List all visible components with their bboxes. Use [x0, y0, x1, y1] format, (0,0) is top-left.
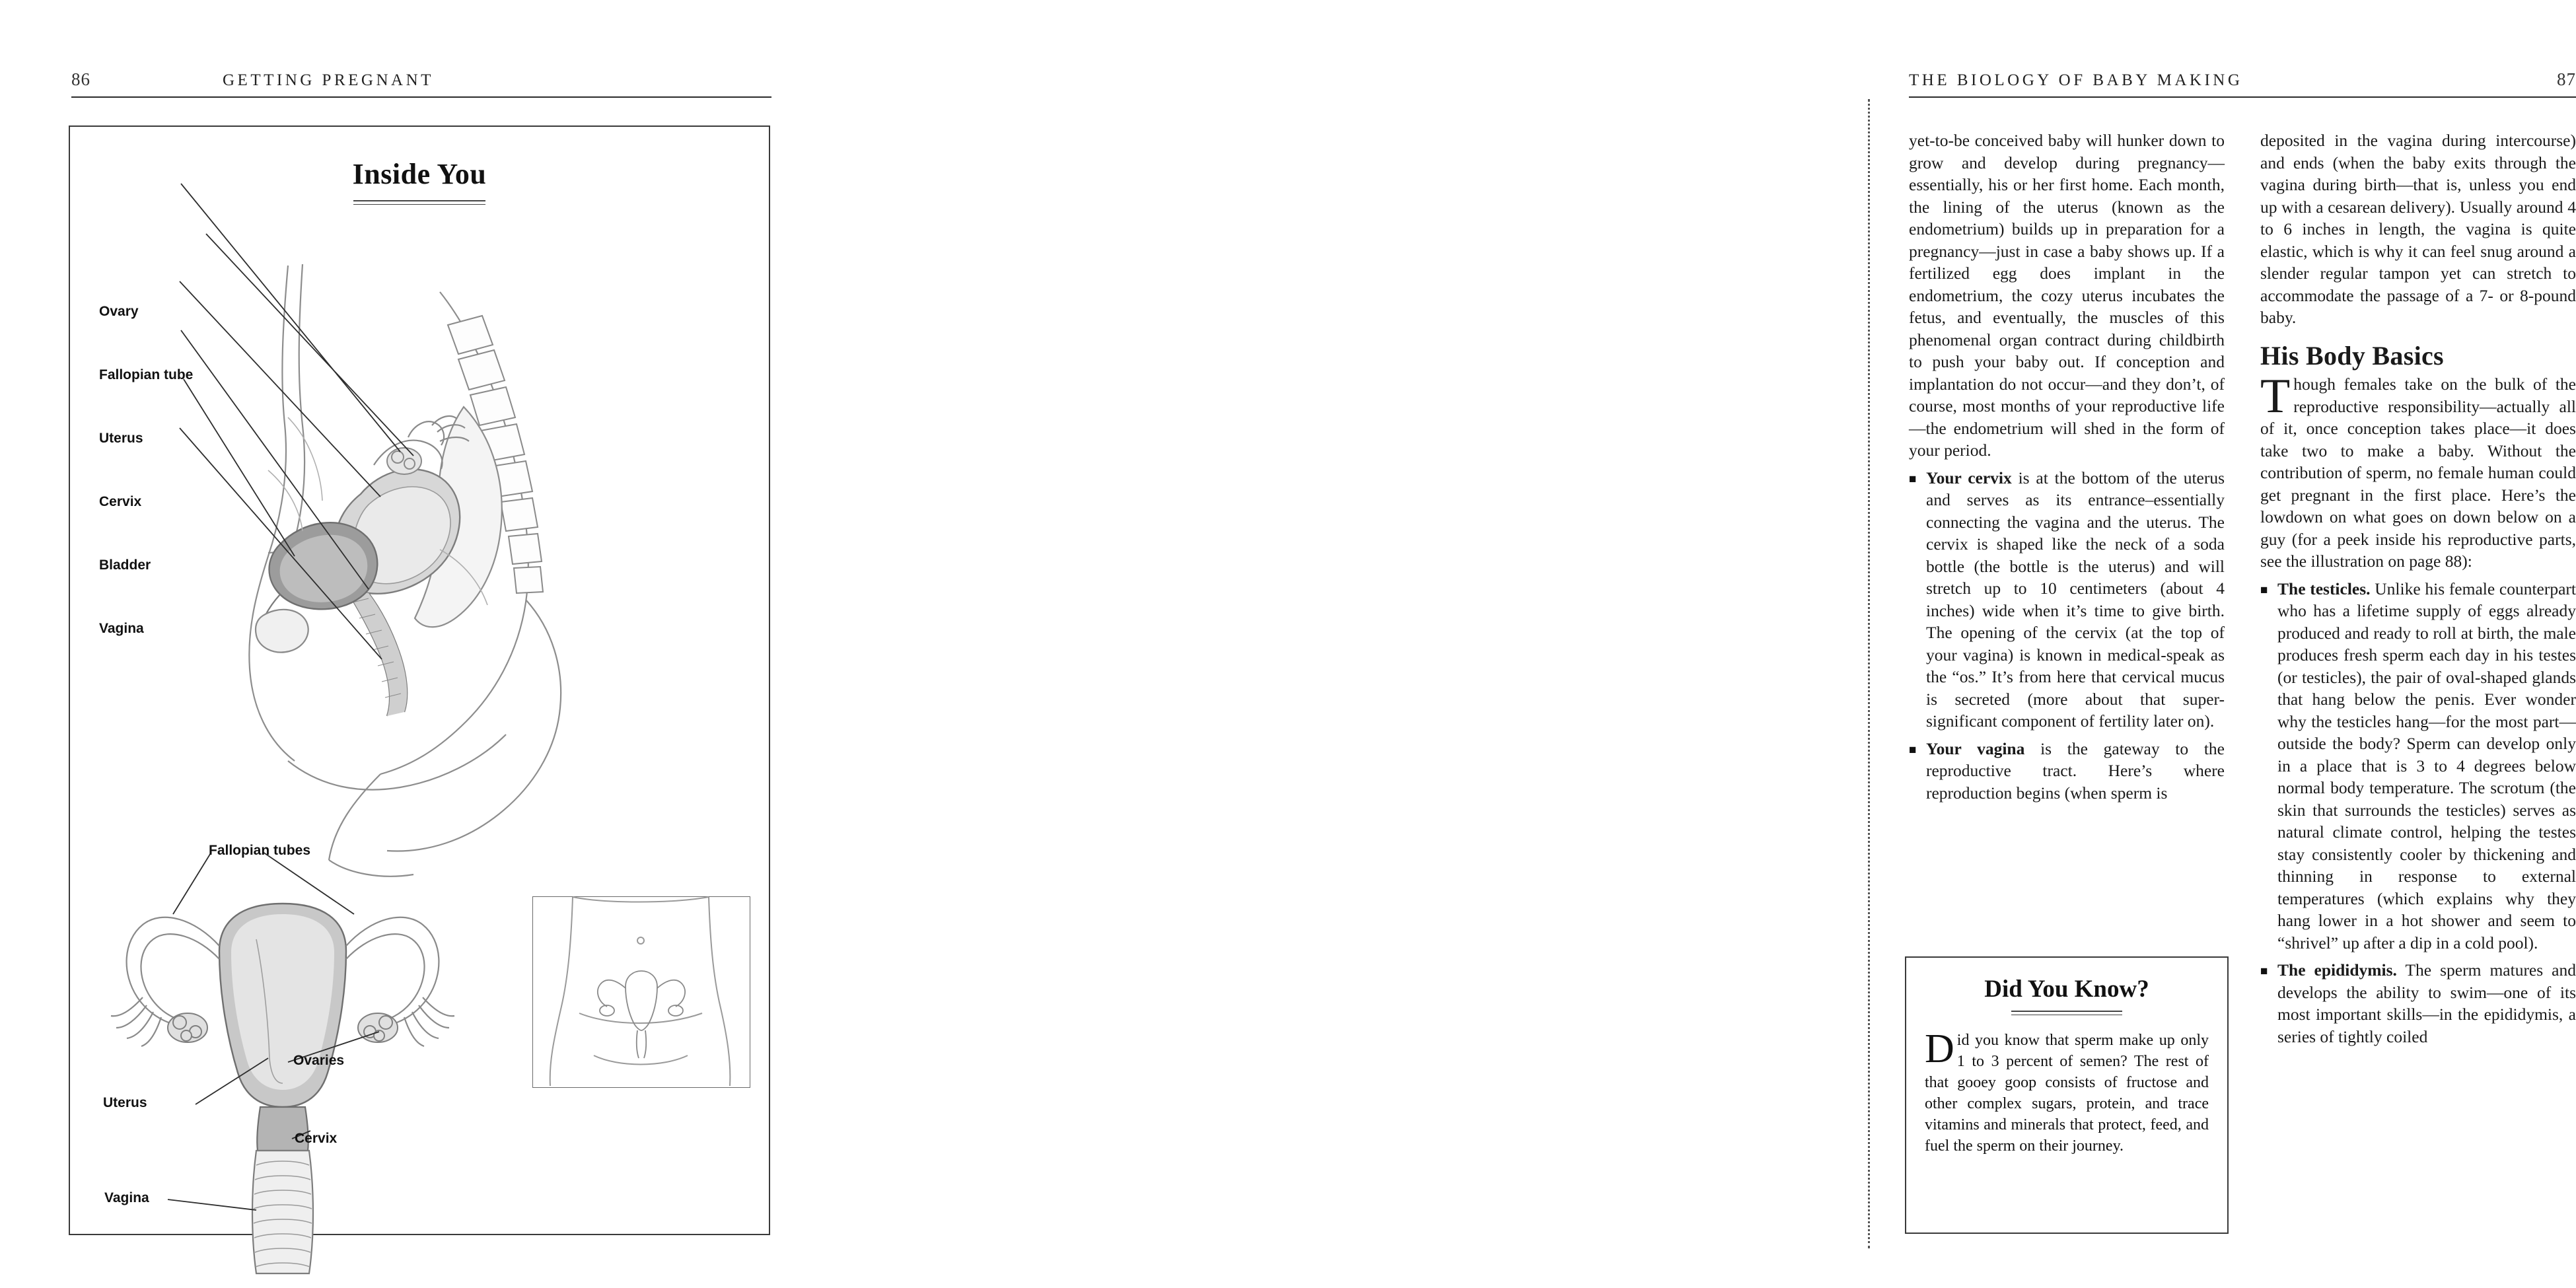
label-cervix-lower: Cervix: [295, 1131, 338, 1146]
bullet-square-icon: ■: [1909, 742, 1917, 757]
label-fallopian-tubes-lower: Fallopian tubes: [209, 843, 311, 858]
right-header-rule: [1909, 96, 2576, 98]
bullet-square-icon: ■: [2260, 964, 2268, 978]
section-heading-his-body-basics: His Body Basics: [2260, 340, 2444, 371]
bullet-cervix-text: is at the bottom of the uterus and serves as its entrance–essentially connecting the vagina and the uterus. The cervix is shaped like the neck of a soda bottle (the bottle is the uterus) and will stretch up to 10 centimeters (about 4 inches) wide when it’s time to give birth. The opening of the cervix (at the top of your vagina) is known in medical-speak as the “os.” It’s from here that cervical mucus is secreted (more about that super-significant component of fertility later on).: [1926, 468, 2225, 731]
left-header-rule: [71, 96, 771, 98]
figure-side-labels: [99, 304, 271, 684]
column-two-intro: Though females take on the bulk of the reproductive responsibility—actually all of it, once conception takes place—it does take two to make a baby. Without the contribution of sperm, no female human could get pregnant in the first place. Here’s the lowdown on what goes on down below on a guy (for a peek inside his reproductive parts, see the illustration on page 88):: [2260, 369, 2576, 571]
did-you-know-box: [1905, 956, 2229, 1234]
bullet-vagina-text: is the gateway to the reproductive tract. Here’s where reproduction begins (when sperm is: [1926, 738, 2225, 803]
bullet-epididymis-text: The sperm matures and develops the ability to swim—one of its most important skills—in the epididymis, a series of tightly coiled: [2277, 960, 2576, 1046]
figure-title: Inside You: [352, 158, 487, 190]
right-page-number: 87: [2557, 69, 2576, 89]
bullet-square-icon: ■: [1909, 472, 1917, 486]
label-uterus-lower: Uterus: [103, 1095, 147, 1110]
text-column-one: [1909, 129, 2225, 804]
bullet-cervix-lead: Your cervix: [1926, 468, 2012, 487]
right-page: [931, 0, 2576, 1288]
left-page-number: 86: [71, 69, 90, 89]
did-you-know-title: Did You Know?: [1984, 976, 2149, 1003]
bullet-vagina-lead: Your vagina: [1926, 738, 2025, 758]
column-two-paragraph: deposited in the vagina during intercourse) and ends (when the baby exits through the vagina during birth—that is, unless you end up with a cesarean delivery). Usually around 4 to 6 inches in length, the vagina is quite elastic, which is why it can feel snug around a slender regular tampon yet can stretch to accommodate the passage of a 7- or 8-pound baby.: [2260, 131, 2576, 327]
bullet-epididymis-lead: The epididymis.: [2277, 960, 2397, 980]
label-ovary: Ovary: [99, 304, 139, 319]
spread-divider: [1868, 99, 1870, 1248]
left-running-head: [71, 69, 771, 90]
label-vagina: Vagina: [99, 621, 144, 636]
left-page: [0, 0, 931, 1288]
label-vagina-lower: Vagina: [104, 1190, 149, 1205]
bullet-testicles-text: Unlike his female counterpart who has a lifetime supply of eggs already produced and ready to roll at birth, the male produces fresh sperm each day in his testes (or testicles), the pair of oval-shaped glands that hang below the penis. Ever wonder why the testicles hang—for the most part—outside the body? Sperm can develop only in a place that is 3 to 4 degrees below normal body temperature. The scrotum (the skin that surrounds the testicles) serves as natural climate control, helping the testes stay consistently cooler by thickening and thinning in response to external temperatures (which explains why they hang lower in a hot shower and seem to “shrivel” up after a dip in a cold pool).: [2277, 579, 2576, 952]
did-you-know-rule: [2011, 1011, 2122, 1012]
bullet-cervix: [1909, 467, 2225, 733]
label-uterus: Uterus: [99, 431, 143, 446]
bullet-epididymis: [2260, 959, 2576, 1048]
right-running-title: THE BIOLOGY OF BABY MAKING: [1909, 71, 2243, 89]
label-fallopian-tube: Fallopian tube: [99, 367, 194, 382]
bullet-vagina: [1909, 738, 2225, 805]
pelvis-inset-figure: [532, 896, 750, 1088]
did-you-know-body: Did you know that sperm make up only 1 to 3 percent of semen? The rest of that gooey goop consists of fructose and other complex sugars, protein, and trace vitamins and minerals that protect, feed, and fuel the sperm on their journey.: [1925, 1026, 2209, 1155]
left-running-title: GETTING PREGNANT: [223, 71, 434, 89]
bullet-square-icon: ■: [2260, 583, 2268, 597]
right-running-head: [1909, 69, 2576, 90]
bullet-testicles-lead: The testicles.: [2277, 579, 2371, 598]
text-column-two: [2260, 129, 2576, 1048]
pelvis-inset-drawing: [533, 897, 748, 1086]
column-one-paragraph: yet-to-be conceived baby will hunker down to grow and develop during pregnancy—essentially, his or her first home. Each month, the lining of the uterus (known as the endometrium) builds up in preparation for a pregnancy—just in case a baby shows up. If a fertilized egg does implant in the endometrium, the cozy uterus incubates the fetus, and eventually, the muscles of this phenomenal organ contract during childbirth to push your baby out. If conception and implantation do not occur—and they don’t, of course, most months of your reproductive life—the endometrium will shed in the form of your period.: [1909, 131, 2225, 460]
bullet-testicles: [2260, 578, 2576, 954]
label-ovaries-lower: Ovaries: [293, 1053, 345, 1068]
inside-you-figure: [69, 125, 770, 1235]
label-bladder: Bladder: [99, 557, 151, 573]
label-cervix: Cervix: [99, 494, 142, 509]
